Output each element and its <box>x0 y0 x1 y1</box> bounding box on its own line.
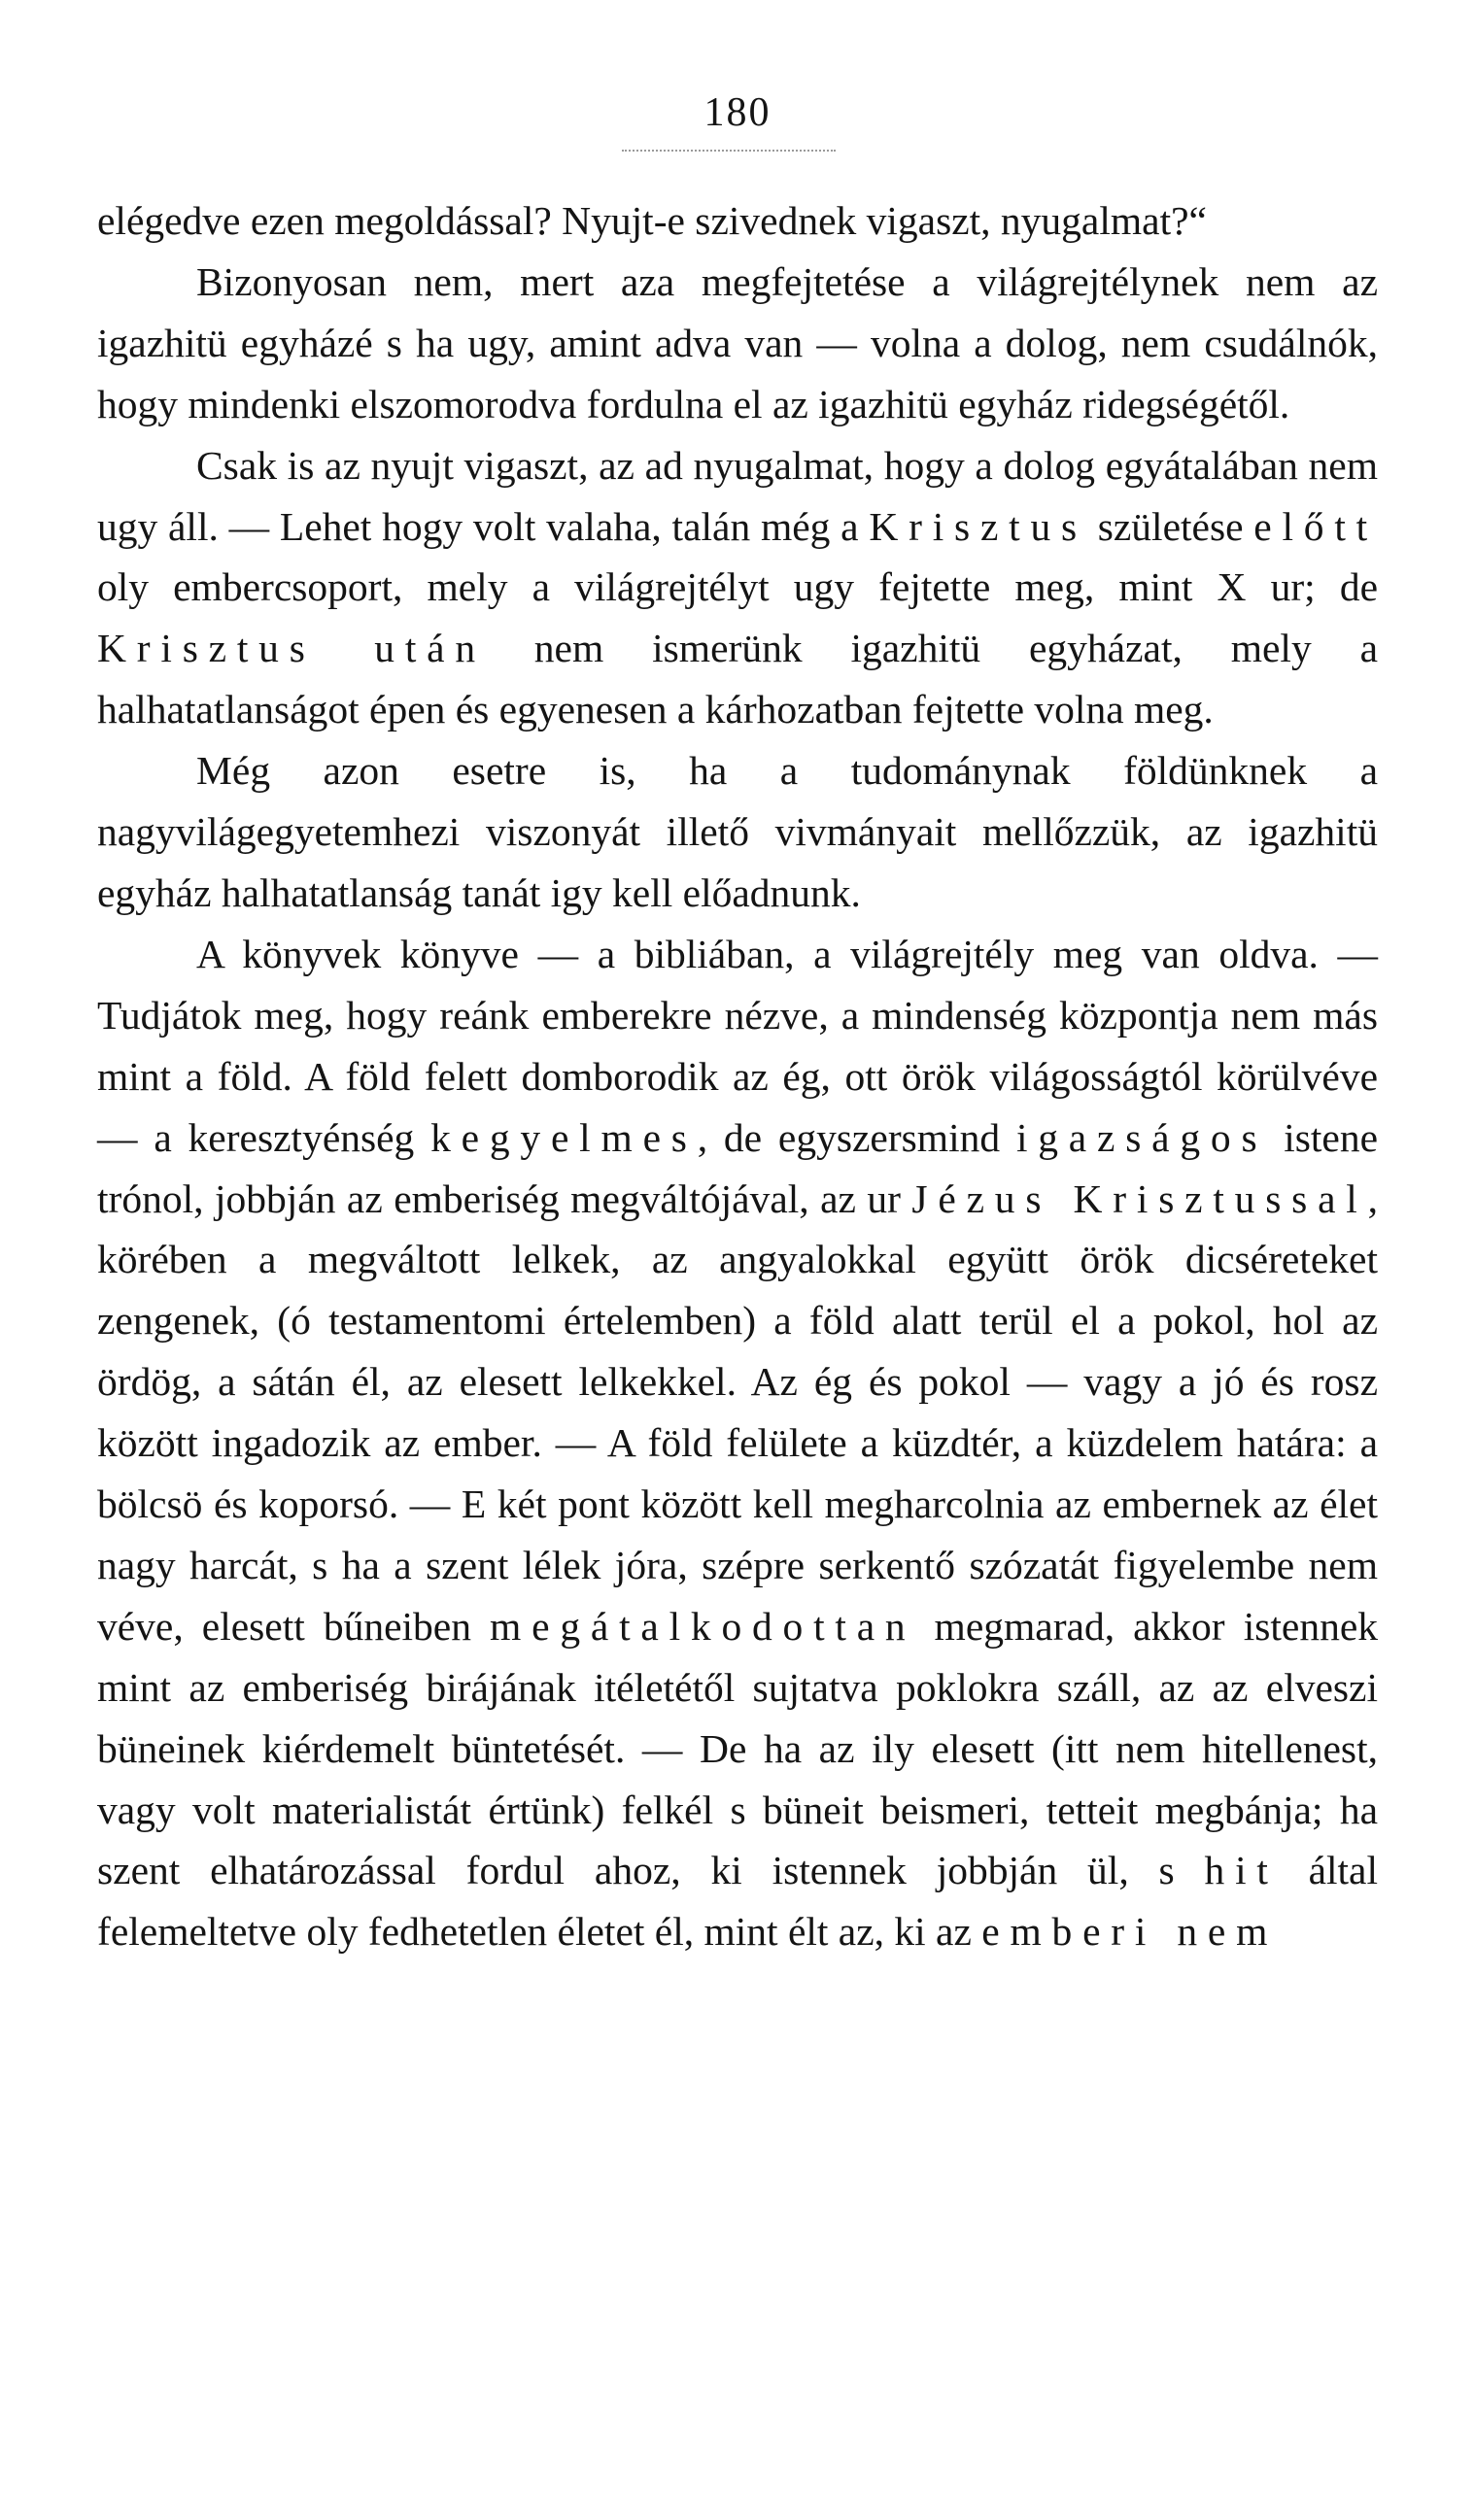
spaced-emphasis: Jézus Krisztussal <box>911 1175 1368 1221</box>
text-run: oly embercsoport, mely a világrejtélyt ugy fejtette meg, mint X ur; de <box>97 564 1378 610</box>
spaced-emphasis: Krisztus után <box>97 626 486 671</box>
page-number: 180 <box>703 90 772 135</box>
text-run: , de egyszersmind <box>697 1114 1016 1160</box>
text-run: megmarad, akkor istennek mint az emberiség birájának itéletétől sujtatva poklokra száll, az az elveszi büneinek kiérdemelt büntetését. — De ha az ily elesett (itt nem hitellenest, vagy volt materialistát értünk) felkél s büneit beismeri, tetteit megbánja; ha szent elhatározással fordul ahoz, ki istennek jobbján ül, s <box>97 1603 1378 1893</box>
paragraph <box>97 190 1378 252</box>
text-run: nem ismerünk igazhitü egyházat, mely a halhatatlanságot épen és egyenesen a kárhozatban fejtette volna meg. <box>97 626 1378 732</box>
text-run: , körében a megváltott lelkek, az angyalokkal együtt örök dicséreteket zengenek, (ó testamentomi értelemben) a föld alatt terül el a pokol, hol az ördög, a sátán él, az elesett lelkekkel. Az ég és pokol — vagy a jó és rosz között ingadozik az ember. — A föld felülete a küzdtér, a küzdelem határa: a bölcsö és koporsó. — E két pont között kell megharcolnia az embernek az élet nagy harcát, s ha a szent lélek jóra, szépre serkentő szózatát figyelembe nem véve, elesett bűneiben <box>97 1175 1378 1649</box>
spaced-emphasis: megátalkodottan <box>490 1603 916 1649</box>
spaced-emphasis: emberi nem <box>981 1909 1279 1955</box>
text-run: Még azon esetre is, ha a tudománynak földünknek a nagyvilágegyetemhezi viszonyát illető vivmányait mellőzzük, az igazhitü egyház halhatatlanság tanát igy kell előadnunk. <box>97 748 1378 915</box>
paragraph <box>97 740 1378 924</box>
spaced-emphasis: Krisztus <box>869 503 1087 549</box>
spaced-emphasis: hit <box>1204 1848 1279 1893</box>
text-run: Bizonyosan nem, mert aza megfejtetése a világrejtélynek nem az igazhitü egyházé s ha ugy, amint adva van — volna a dolog, nem csudálnók, hogy mindenki elszomorodva fordulna el az igazhitü egyház ridegségétől. <box>97 258 1378 426</box>
text-run: Csak is az nyujt vigaszt, az ad nyugalmat, hogy a dolog egyátalában nem ugy áll. — Lehet hogy volt valaha, talán még a <box>97 442 1378 549</box>
spaced-emphasis: igazságos <box>1015 1114 1268 1160</box>
paragraph <box>97 435 1378 741</box>
paragraph <box>97 252 1378 435</box>
spaced-emphasis: előtt <box>1253 503 1378 549</box>
text-run: által felemeltetve oly fedhetetlen életet él, mint élt az, ki az <box>97 1848 1379 1955</box>
text-run: születése <box>1086 503 1254 549</box>
text-run: elégedve ezen megoldással? Nyujt-e szivednek vigaszt, nyugalmat?“ <box>97 198 1207 243</box>
body-text <box>97 190 1378 1962</box>
header-rule <box>622 150 836 152</box>
paragraph <box>97 924 1378 1962</box>
text-run: istene trónol, jobbján az emberiség megváltójával, az ur <box>97 1114 1379 1221</box>
text-run: A könyvek könyve — a bibliában, a világrejtély meg van oldva. — Tudjátok meg, hogy reánk emberekre nézve, a mindenség központja nem más mint a föld. A föld felett domborodik az ég, ott örök világosságtól körülvéve — a keresztyénség <box>97 931 1378 1160</box>
spaced-emphasis: kegyelmes <box>430 1114 698 1160</box>
